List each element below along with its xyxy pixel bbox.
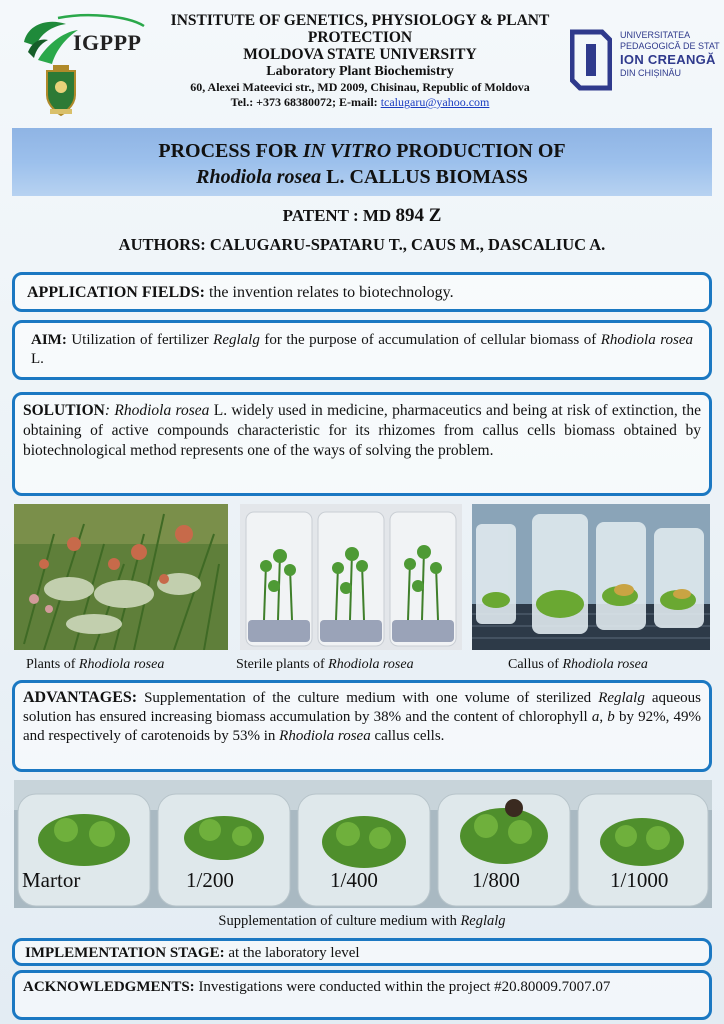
- application-fields-box: [12, 272, 712, 312]
- caption-plants: Plants of Rhodiola rosea: [26, 657, 165, 672]
- laboratory-name: Laboratory Plant Biochemistry: [266, 64, 454, 79]
- patent-label: PATENT : MD: [282, 206, 396, 225]
- poster-header: [0, 0, 724, 128]
- dilution-label-1-200: 1/200: [186, 868, 234, 892]
- contact-line: [140, 95, 580, 110]
- advantages-box: ADVANTAGES: Supplementation of the culture medium with one volume of sterilized Reglalg aqueous solution has ensured increasing biomass accumulation by 38% and the content of chlorophyll a, b by 92%, 49% and respectively of carotenoids by 53% in Rhodiola rosea callus cells.: [12, 680, 712, 772]
- acknowledgments-text: Investigations were conducted within the project #20.80009.7007.07: [194, 979, 611, 995]
- solution-label: SOLUTION: [23, 402, 105, 419]
- acknowledgments-label: ACKNOWLEDGMENTS:: [23, 979, 195, 995]
- title-line-1: PROCESS FOR IN VITRO PRODUCTION OF: [158, 140, 566, 162]
- application-text: the invention relates to biotechnology.: [204, 284, 454, 301]
- photo-sterile-plants: [240, 504, 462, 650]
- igppp-logo: [18, 12, 148, 72]
- patent-line: [0, 205, 724, 227]
- implementation-label: IMPLEMENTATION STAGE:: [25, 945, 225, 961]
- aim-box: AIM: Utilization of fertilizer Reglalg for the purpose of accumulation of cellular biomass of Rhodiola rosea L.: [12, 320, 712, 380]
- tel-label: Tel.: +373 68380072; E-mail:: [230, 95, 378, 109]
- logo-left-text: IGPPP: [73, 30, 142, 55]
- acknowledgments-box: [12, 970, 712, 1020]
- institute-name: INSTITUTE OF GENETICS, PHYSIOLOGY & PLANT PROTECTION: [170, 12, 550, 46]
- application-label: APPLICATION FIELDS:: [27, 284, 205, 301]
- ion-creanga-logo: [570, 28, 720, 98]
- solution-box: SOLUTION: Rhodiola rosea L. widely used in medicine, pharmaceutics and being at risk of extinction, the obtaining of active compounds characteristic for its rhizomes from callus cells biomass obtained by biotechnological method represents one of the ways of solving the problem.: [12, 392, 712, 496]
- dilution-label-1-1000: 1/1000: [610, 868, 669, 892]
- caption-sterile-plants: Sterile plants of Rhodiola rosea: [236, 657, 414, 672]
- ion-creanga-text: UNIVERSITATEA PEDAGOGICĂ DE STAT ION CREANGĂ DIN CHIȘINĂU: [620, 30, 720, 78]
- aim-label: AIM:: [31, 332, 67, 348]
- university-name: MOLDOVA STATE UNIVERSITY: [243, 46, 477, 63]
- address: 60, Alexei Mateevici str., MD 2009, Chisinau, Republic of Moldova: [190, 80, 530, 94]
- implementation-text: at the laboratory level: [224, 945, 360, 961]
- photo-callus: [472, 504, 710, 650]
- email-link[interactable]: tcalugaru@yahoo.com: [380, 95, 490, 109]
- dilution-label-control: Martor: [22, 868, 81, 892]
- institute-info: [140, 12, 580, 110]
- authors-line: AUTHORS: CALUGARU-SPATARU T., CAUS M., DASCALIUC A.: [118, 235, 606, 254]
- advantages-label: ADVANTAGES:: [23, 689, 138, 706]
- caption-callus: Callus of Rhodiola rosea: [508, 657, 648, 672]
- dilution-label-1-800: 1/800: [472, 868, 520, 892]
- patent-number: 894 Z: [395, 205, 442, 226]
- caption-supplementation: Supplementation of culture medium with Reglalg: [218, 913, 506, 929]
- photo-rhodiola-plants: [14, 504, 228, 650]
- poster-title: [12, 128, 712, 196]
- university-crest-icon: [44, 65, 78, 117]
- title-line-2: Rhodiola rosea L. CALLUS BIOMASS: [196, 166, 528, 188]
- ion-creanga-emblem-icon: [570, 28, 612, 92]
- dilution-label-1-400: 1/400: [330, 868, 378, 892]
- implementation-box: [12, 938, 712, 966]
